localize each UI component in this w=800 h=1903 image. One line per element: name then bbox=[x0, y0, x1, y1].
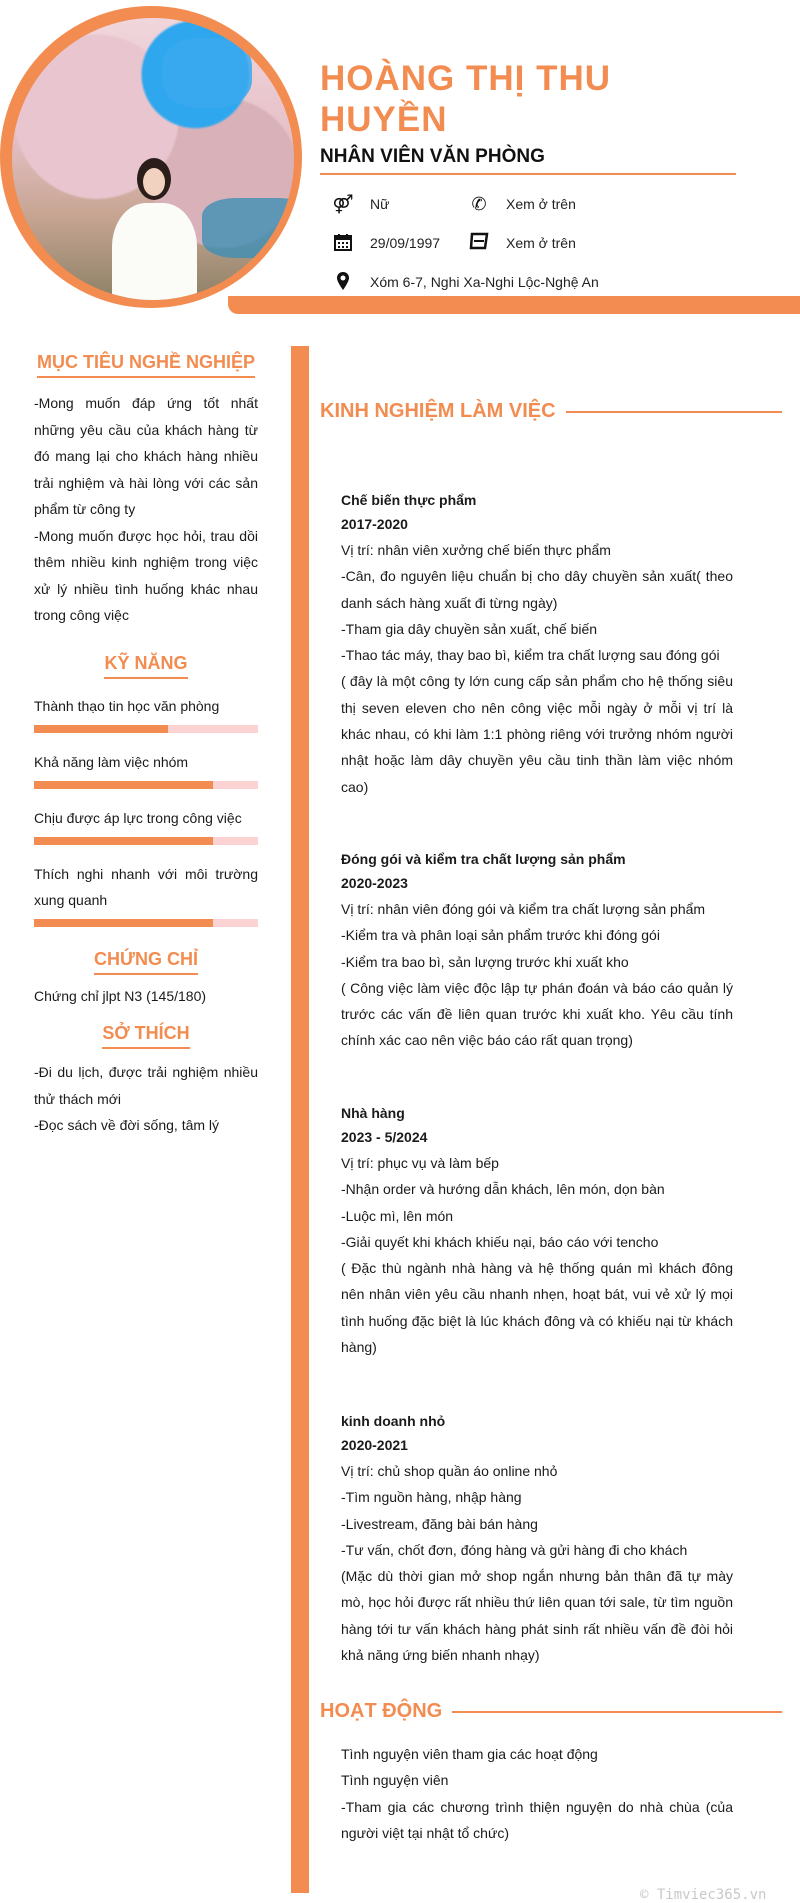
gender-value: Nữ bbox=[370, 196, 390, 212]
phone-icon: ✆ bbox=[471, 194, 487, 214]
job-entry bbox=[341, 848, 733, 1054]
job-line: -Kiểm tra bao bì, sản lượng trước khi xuất kho bbox=[341, 953, 629, 970]
objective-line: -Mong muốn đáp ứng tốt nhất những yêu cầu của khách hàng từ đó mang lại cho khách hàng nhiều trải nghiệm và hài lòng với các sản phẩm từ công ty bbox=[34, 395, 258, 517]
job-entry bbox=[341, 1410, 733, 1668]
gender-icon: ⚤ bbox=[332, 194, 354, 214]
birthdate-info bbox=[332, 232, 440, 254]
job-title: NHÂN VIÊN VĂN PHÒNG bbox=[320, 146, 545, 167]
skill-label: Thành thạo tin học văn phòng bbox=[34, 697, 220, 714]
phone-info bbox=[468, 193, 576, 215]
job-period: 2017-2020 bbox=[341, 516, 408, 532]
skill-bar-fill bbox=[34, 725, 168, 733]
activities-list bbox=[341, 1741, 733, 1846]
mail-icon bbox=[468, 232, 490, 254]
certificate-item: Chứng chỉ jlpt N3 (145/180) bbox=[34, 987, 207, 1004]
skills-list bbox=[34, 693, 258, 927]
experience-heading bbox=[320, 400, 782, 423]
job-line: ( đây là một công ty lớn cung cấp sản phẩm cho hệ thống siêu thị seven eleven cho nên công việc mỗi ngày ở mỗi vị trí là khác nhau, có khi làm 1:1 phòng riêng với trưởng nhóm người nhật hoặc làm dây chuyền yêu cầu tinh thần làm việc nhóm cao) bbox=[341, 673, 733, 795]
activities-rule bbox=[452, 1711, 782, 1713]
skills-title: KỸ NĂNG bbox=[34, 653, 258, 679]
job-period: 2020-2021 bbox=[341, 1437, 408, 1453]
activity-line: -Tham gia các chương trình thiện nguyện do nhà chùa (của người việt tại nhật tổ chức) bbox=[341, 1798, 733, 1841]
watermark: © Timviec365.vn bbox=[640, 1887, 767, 1903]
job-line: -Tham gia dây chuyền sản xuất, chế biến bbox=[341, 620, 598, 637]
objective-text bbox=[34, 390, 258, 629]
skill-bar-fill bbox=[34, 781, 213, 789]
job-line: Vị trí: phục vụ và làm bếp bbox=[341, 1155, 499, 1171]
title-divider bbox=[320, 173, 736, 175]
email-info bbox=[468, 232, 576, 254]
timeline-line bbox=[291, 346, 309, 1893]
job-line: -Livestream, đăng bài bán hàng bbox=[341, 1515, 538, 1532]
objective-line: -Mong muốn được học hỏi, trau dồi thêm nhiều kinh nghiệm trong việc xử lý nhiều tình huống khác nhau trong công việc bbox=[34, 527, 258, 623]
job-line: -Nhận order và hướng dẫn khách, lên món, dọn bàn bbox=[341, 1181, 665, 1198]
experience-rule bbox=[566, 411, 782, 413]
job-company: Đóng gói và kiểm tra chất lượng sản phẩm bbox=[341, 851, 626, 867]
job-line: -Kiểm tra và phân loại sản phẩm trước khi đóng gói bbox=[341, 927, 660, 944]
job-line: -Cân, đo nguyên liệu chuẩn bị cho dây chuyền sản xuất( theo danh sách hàng xuất đi từng ngày) bbox=[341, 568, 733, 611]
calendar-icon bbox=[332, 232, 354, 254]
job-line: (Mặc dù thời gian mở shop ngắn nhưng bản thân đã tự mày mò, học hỏi được rất nhiều thứ liên quan tới sale, từ tìm nguồn hàng tới tư vấn khách hàng phát sinh rất nhiều vấn đề đòi hỏi khả năng ứng biến nhanh nhạy) bbox=[341, 1568, 733, 1664]
job-line: -Tư vấn, chốt đơn, đóng hàng và gửi hàng đi cho khách bbox=[341, 1541, 688, 1558]
hobbies-title: SỞ THÍCH bbox=[34, 1023, 258, 1049]
candidate-name: HOÀNG THỊ THU HUYỀN bbox=[320, 59, 612, 139]
activities-heading bbox=[320, 1700, 782, 1723]
experience-title: KINH NGHIỆM LÀM VIỆC bbox=[320, 400, 556, 422]
location-pin-icon bbox=[332, 271, 354, 293]
email-value: Xem ở trên bbox=[506, 235, 576, 251]
activity-line: Tình nguyện viên tham gia các hoạt động bbox=[341, 1746, 598, 1762]
job-company: kinh doanh nhỏ bbox=[341, 1413, 446, 1429]
certificates-title: CHỨNG CHỈ bbox=[34, 949, 258, 975]
skill-label: Khả năng làm việc nhóm bbox=[34, 753, 189, 770]
skill-bar-fill bbox=[34, 837, 213, 845]
gender-info bbox=[332, 193, 389, 215]
job-line: ( Đặc thù ngành nhà hàng và hệ thống quán mì khách đông nên nhân viên yêu cầu nhanh nhẹn, hoạt bát, vui vẻ xử lý mọi tình huống đặc biệt là lúc khách đông và có khiếu nại từ khách hàng) bbox=[341, 1260, 733, 1356]
activity-line: Tình nguyện viên bbox=[341, 1772, 449, 1789]
skill-label: Thích nghi nhanh với môi trường xung quanh bbox=[34, 865, 258, 908]
job-line: -Thao tác máy, thay bao bì, kiểm tra chất lượng sau đóng gói bbox=[341, 647, 720, 664]
avatar-photo bbox=[12, 18, 294, 300]
job-period: 2023 - 5/2024 bbox=[341, 1129, 428, 1145]
header-band bbox=[228, 296, 800, 314]
job-company: Chế biến thực phẩm bbox=[341, 492, 477, 508]
skill-bar bbox=[34, 725, 258, 733]
objective-title: MỤC TIÊU NGHỀ NGHIỆP bbox=[34, 352, 258, 378]
hobby-item: -Đọc sách về đời sống, tâm lý bbox=[34, 1117, 220, 1133]
address-value: Xóm 6-7, Nghi Xa-Nghi Lộc-Nghệ An bbox=[370, 274, 599, 290]
skill-bar bbox=[34, 919, 258, 927]
skill-bar-fill bbox=[34, 919, 213, 927]
left-column bbox=[34, 352, 258, 1139]
job-company: Nhà hàng bbox=[341, 1105, 405, 1121]
job-line: Vị trí: chủ shop quần áo online nhỏ bbox=[341, 1463, 558, 1479]
job-line: Vị trí: nhân viên đóng gói và kiểm tra chất lượng sản phẩm bbox=[341, 901, 706, 917]
job-entry bbox=[341, 489, 733, 800]
birthdate-value: 29/09/1997 bbox=[370, 235, 441, 251]
job-line: -Giải quyết khi khách khiếu nại, báo cáo với tencho bbox=[341, 1233, 659, 1250]
skill-label: Chịu được áp lực trong công việc bbox=[34, 809, 242, 826]
address-info bbox=[332, 271, 599, 293]
hobbies-list bbox=[34, 1059, 258, 1139]
hobby-item: -Đi du lịch, được trải nghiệm nhiều thử thách mới bbox=[34, 1064, 258, 1107]
job-period: 2020-2023 bbox=[341, 875, 408, 891]
job-line: -Luộc mì, lên món bbox=[341, 1207, 454, 1224]
skill-bar bbox=[34, 837, 258, 845]
job-entry bbox=[341, 1102, 733, 1360]
job-line: -Tìm nguồn hàng, nhập hàng bbox=[341, 1489, 522, 1506]
job-line: ( Công việc làm việc độc lập tự phán đoán và báo cáo quản lý trước các vấn đề liên quan trước khi xuất kho. Yêu cầu tính chính xác cao nên việc báo cáo rất quan trọng) bbox=[341, 979, 733, 1049]
activities-title: HOẠT ĐỘNG bbox=[320, 1700, 443, 1722]
job-line: Vị trí: nhân viên xưởng chế biến thực phẩm bbox=[341, 542, 611, 558]
skill-bar bbox=[34, 781, 258, 789]
phone-value: Xem ở trên bbox=[506, 196, 576, 212]
